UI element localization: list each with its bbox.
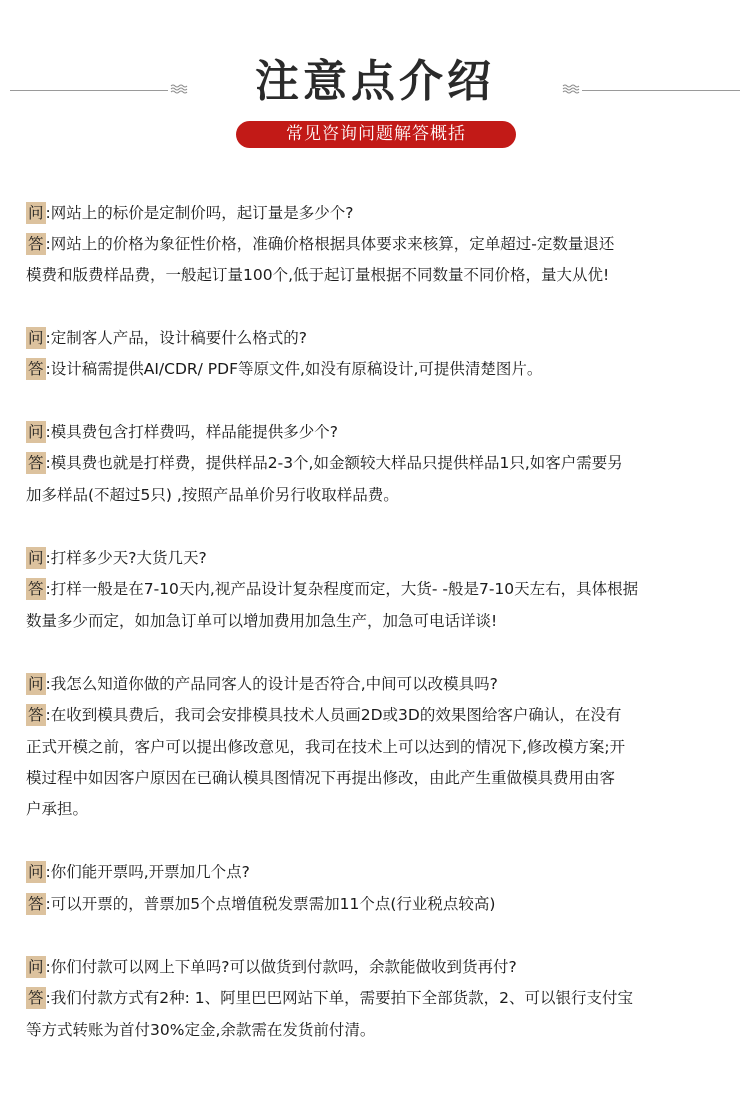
faq-answer <box>26 578 726 600</box>
faq-answer-continued: 模费和版费样品费，一般起订量100个,低于起订量根据不同数量不同价格，量大从优! <box>26 266 610 284</box>
faq-answer <box>26 358 726 380</box>
faq-answer-continued: 户承担。 <box>26 800 89 818</box>
question-tag: 问 <box>28 329 44 347</box>
faq-question <box>26 673 726 695</box>
answer-text: :我们付款方式有2种: 1、阿里巴巴网站下单，需要拍下全部货款，2、可以银行支付宝 <box>45 989 633 1007</box>
question-text: :打样多少天?大货几天? <box>45 549 207 567</box>
faq-answer <box>26 233 726 255</box>
faq-question <box>26 421 726 443</box>
answer-tag: 答 <box>28 895 44 913</box>
faq-answer-continued: 数量多少而定，如加急订单可以增加费用加急生产，加急可电话详谈! <box>26 612 498 630</box>
faq-answer-continued: 正式开模之前，客户可以提出修改意见，我司在技术上可以达到的情况下,修改模方案;开 <box>26 738 626 756</box>
answer-text: :打样一般是在7-10天内,视产品设计复杂程度而定，大货- -般是7-10天左右，具体根据 <box>45 580 639 598</box>
question-tag: 问 <box>28 549 44 567</box>
question-tag: 问 <box>28 958 44 976</box>
question-text: :你们能开票吗,开票加几个点? <box>45 863 250 881</box>
faq-question <box>26 956 726 978</box>
answer-text: :在收到模具费后，我司会安排模具技术人员画2D或3D的效果图给客户确认，在没有 <box>45 706 622 724</box>
header <box>0 0 750 160</box>
page-title: 注意点介绍 <box>255 56 495 107</box>
answer-tag: 答 <box>28 235 44 253</box>
question-text: :你们付款可以网上下单吗?可以做货到付款吗，余款能做收到货再付? <box>45 958 517 976</box>
faq-answer <box>26 452 726 474</box>
question-text: :我怎么知道你做的产品同客人的设计是否符合,中间可以改模具吗? <box>45 675 498 693</box>
question-tag: 问 <box>28 863 44 881</box>
faq-answer <box>26 987 726 1009</box>
question-text: :定制客人产品，设计稿要什么格式的? <box>45 329 307 347</box>
faq-answer-continued: 模过程中如因客户原因在已确认模具图情况下再提出修改，由此产生重做模具费用由客 <box>26 769 616 787</box>
question-text: :网站上的标价是定制价吗，起订量是多少个? <box>45 204 354 222</box>
answer-tag: 答 <box>28 706 44 724</box>
answer-text: :设计稿需提供AI/CDR/ PDF等原文件,如没有原稿设计,可提供清楚图片。 <box>45 360 543 378</box>
answer-text: :可以开票的，普票加5个点增值税发票需加11个点(行业税点较高) <box>45 895 496 913</box>
question-text: :模具费包含打样费吗，样品能提供多少个? <box>45 423 338 441</box>
answer-text: :模具费也就是打样费，提供样品2-3个,如金额较大样品只提供样品1只,如客户需要另 <box>45 454 623 472</box>
faq-question <box>26 547 726 569</box>
answer-tag: 答 <box>28 360 44 378</box>
divider-right <box>582 90 740 91</box>
faq-answer-continued: 等方式转账为首付30%定金,余款需在发货前付清。 <box>26 1021 376 1039</box>
faq-question <box>26 861 726 883</box>
answer-text: :网站上的价格为象征性价格，准确价格根据具体要求来核算，定单超过-定数量退还 <box>45 235 615 253</box>
faq-answer-continued: 加多样品(不超过5只) ,按照产品单价另行收取样品费。 <box>26 486 399 504</box>
answer-tag: 答 <box>28 580 44 598</box>
faq-question <box>26 202 726 224</box>
answer-tag: 答 <box>28 989 44 1007</box>
question-tag: 问 <box>28 204 44 222</box>
faq-question <box>26 327 726 349</box>
answer-tag: 答 <box>28 454 44 472</box>
question-tag: 问 <box>28 423 44 441</box>
faq-answer <box>26 704 726 726</box>
subtitle-badge: 常见咨询问题解答概括 <box>236 121 516 148</box>
faq-answer <box>26 893 726 915</box>
wave-ornament-icon <box>562 82 580 96</box>
question-tag: 问 <box>28 675 44 693</box>
